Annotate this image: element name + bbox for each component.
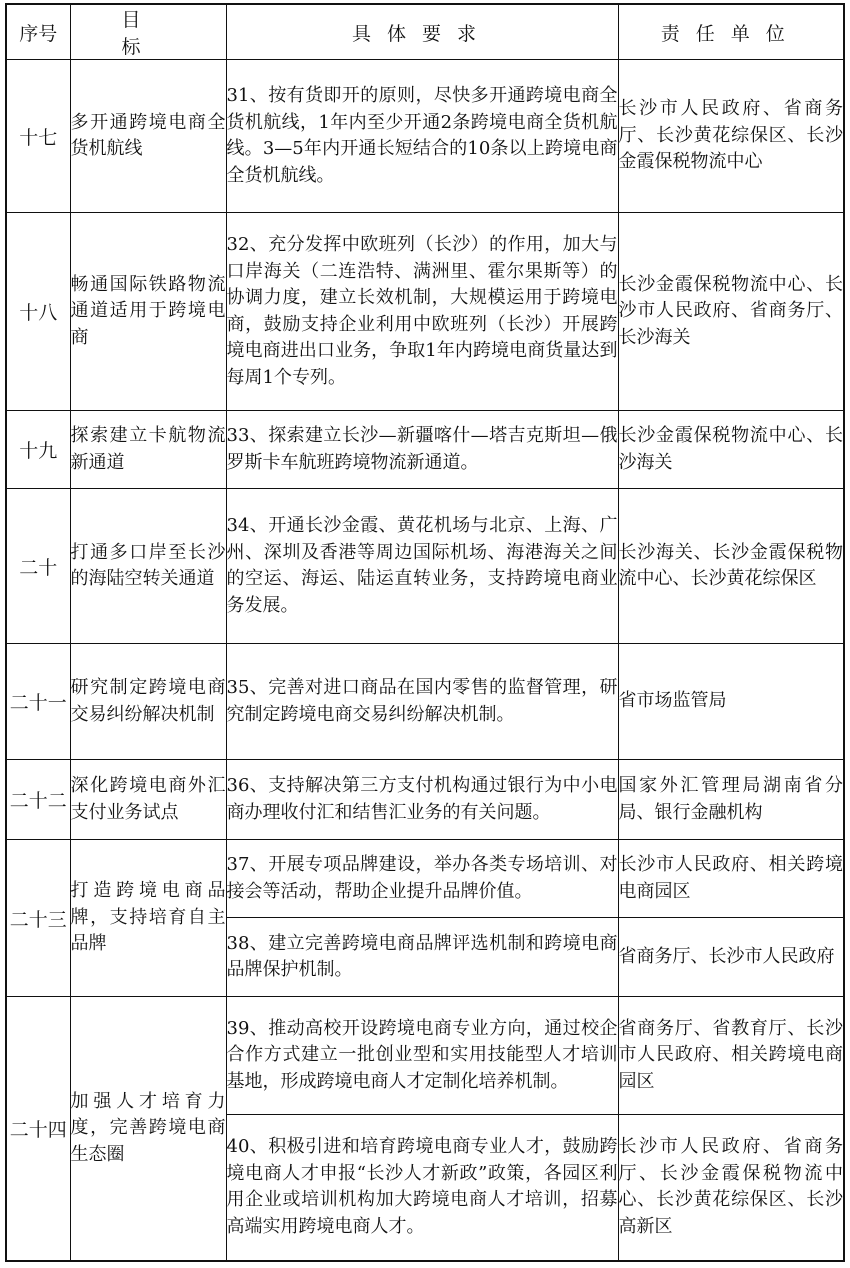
row-requirement: 35、完善对进口商品在国内零售的监督管理，研究制定跨境电商交易纠纷解决机制。 — [226, 644, 618, 760]
row-requirement: 39、推动高校开设跨境电商专业方向，通过校企合作方式建立一批创业型和实用技能型人才培训基地，形成跨境电商人才定制化培养机制。 — [226, 997, 618, 1115]
table-row — [6, 489, 844, 644]
row-requirement: 34、开通长沙金霞、黄花机场与北京、上海、广州、深圳及香港等周边国际机场、海港海关之间的空运、海运、陆运直转业务，支持跨境电商业务发展。 — [226, 489, 618, 644]
row-requirement: 31、按有货即开的原则，尽快多开通跨境电商全货机航线，1年内至少开通2条跨境电商全货机航线。3—5年内开通长短结合的10条以上跨境电商全货机航线。 — [226, 60, 618, 213]
header-unit: 责任单位 — [618, 4, 844, 60]
row-goal: 打通多口岸至长沙的海陆空转关通道 — [70, 489, 226, 644]
row-unit: 省市场监管局 — [618, 644, 844, 760]
row-goal: 畅通国际铁路物流通道适用于跨境电商 — [70, 213, 226, 411]
row-num: 十八 — [6, 213, 70, 411]
table-header-row — [6, 4, 844, 60]
row-requirement: 32、充分发挥中欧班列（长沙）的作用，加大与口岸海关（二连浩特、满洲里、霍尔果斯等）的协调力度，建立长效机制，大规模运用于跨境电商，鼓励支持企业利用中欧班列（长沙）开展跨境电商进出口业务，争取1年内跨境电商货量达到每周1个专列。 — [226, 213, 618, 411]
row-requirement: 33、探索建立长沙—新疆喀什—塔吉克斯坦—俄罗斯卡车航班跨境物流新通道。 — [226, 411, 618, 489]
row-unit: 长沙海关、长沙金霞保税物流中心、长沙黄花综保区 — [618, 489, 844, 644]
row-num: 二十三 — [6, 840, 70, 997]
table-row — [6, 997, 844, 1115]
table-row — [6, 840, 844, 918]
row-goal: 打造跨境电商品牌，支持培育自主品牌 — [70, 840, 226, 997]
row-unit: 国家外汇管理局湖南省分局、银行金融机构 — [618, 760, 844, 840]
row-requirement: 36、支持解决第三方支付机构通过银行为中小电商办理收付汇和结售汇业务的有关问题。 — [226, 760, 618, 840]
row-num: 二十二 — [6, 760, 70, 840]
row-requirement: 37、开展专项品牌建设，举办各类专场培训、对接会等活动，帮助企业提升品牌价值。 — [226, 840, 618, 918]
row-unit: 长沙金霞保税物流中心、长沙市人民政府、省商务厅、长沙海关 — [618, 213, 844, 411]
row-unit: 长沙市人民政府、相关跨境电商园区 — [618, 840, 844, 918]
row-requirement: 38、建立完善跨境电商品牌评选机制和跨境电商品牌保护机制。 — [226, 918, 618, 997]
table-row — [6, 644, 844, 760]
responsibility-table — [5, 3, 845, 1262]
row-num: 二十 — [6, 489, 70, 644]
header-requirement: 具体要求 — [226, 4, 618, 60]
row-unit: 长沙金霞保税物流中心、长沙海关 — [618, 411, 844, 489]
row-goal: 深化跨境电商外汇支付业务试点 — [70, 760, 226, 840]
row-unit: 省商务厅、省教育厅、长沙市人民政府、相关跨境电商园区 — [618, 997, 844, 1115]
row-num: 十九 — [6, 411, 70, 489]
row-unit: 长沙市人民政府、省商务厅、长沙金霞保税物流中心、长沙黄花综保区、长沙高新区 — [618, 1115, 844, 1261]
table-row — [6, 213, 844, 411]
table-row — [6, 411, 844, 489]
row-num: 十七 — [6, 60, 70, 213]
row-goal: 探索建立卡航物流新通道 — [70, 411, 226, 489]
header-goal: 目 标 — [70, 4, 226, 60]
table-row — [6, 760, 844, 840]
row-goal: 多开通跨境电商全货机航线 — [70, 60, 226, 213]
row-num: 二十四 — [6, 997, 70, 1261]
table-row — [6, 60, 844, 213]
row-goal: 加强人才培育力度，完善跨境电商生态圈 — [70, 997, 226, 1261]
row-goal: 研究制定跨境电商交易纠纷解决机制 — [70, 644, 226, 760]
row-requirement: 40、积极引进和培育跨境电商专业人才，鼓励跨境电商人才申报“长沙人才新政”政策，各园区利用企业或培训机构加大跨境电商人才培训，招募高端实用跨境电商人才。 — [226, 1115, 618, 1261]
header-num: 序号 — [6, 4, 70, 60]
row-unit: 省商务厅、长沙市人民政府 — [618, 918, 844, 997]
row-unit: 长沙市人民政府、省商务厅、长沙黄花综保区、长沙金霞保税物流中心 — [618, 60, 844, 213]
row-num: 二十一 — [6, 644, 70, 760]
